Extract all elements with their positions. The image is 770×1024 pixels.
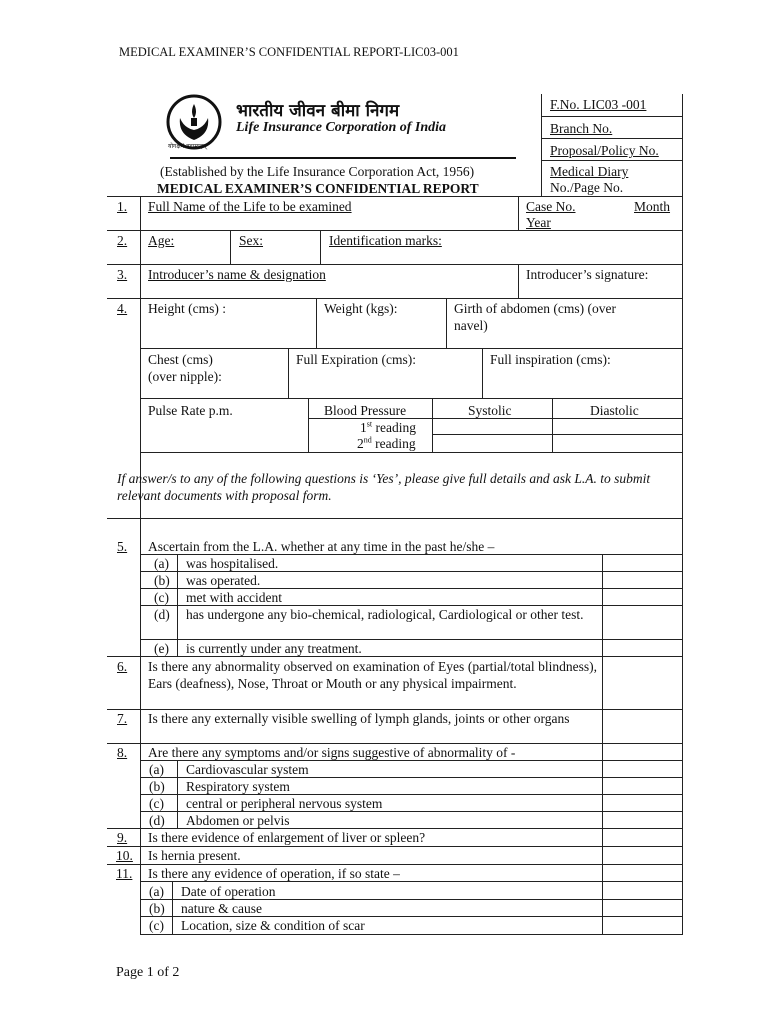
- month-label: Month: [634, 199, 671, 214]
- first-reading-label: [360, 419, 416, 436]
- branch-no-field[interactable]: Branch No.: [550, 121, 613, 136]
- weight-field[interactable]: Weight (kgs):: [324, 301, 398, 316]
- diastolic-label: Diastolic: [590, 403, 639, 418]
- file-number: F.No. LIC03 -001: [550, 97, 647, 112]
- row-4-number: 4.: [117, 301, 128, 316]
- row-4-divider: [288, 348, 289, 398]
- q7-number: 7.: [117, 711, 128, 726]
- q7-text: Is there any externally visible swelling of lymph glands, joints or other organs: [148, 711, 570, 726]
- girth-field[interactable]: Girth of abdomen (cms) (over: [454, 301, 616, 316]
- q8-item-text: Respiratory system: [186, 779, 290, 794]
- pulse-rate-field[interactable]: Pulse Rate p.m.: [148, 403, 233, 418]
- lic-logo: [166, 94, 496, 154]
- hindi-name: भारतीय जीवन बीमा निगम: [236, 101, 400, 121]
- bp-line: [432, 434, 683, 435]
- q11-letter: (a): [149, 884, 164, 899]
- document-header: MEDICAL EXAMINER’S CONFIDENTIAL REPORT-LIC03-001: [119, 45, 459, 59]
- right-box-left-border: [541, 94, 542, 196]
- q10-number: 10.: [116, 848, 133, 863]
- q8-letter: (c): [149, 796, 164, 811]
- q8-letter: (a): [149, 762, 164, 777]
- q5-letter: (c): [154, 590, 169, 605]
- second-reading-text: reading: [371, 436, 416, 451]
- chest-field[interactable]: Chest (cms): [148, 352, 213, 367]
- row-1-divider: [518, 196, 519, 230]
- q10-text: Is hernia present.: [148, 848, 241, 863]
- full-inspiration-field[interactable]: Full inspiration (cms):: [490, 352, 611, 367]
- table-top-border: [107, 196, 683, 197]
- q11-text: Is there any evidence of operation, if so state –: [148, 866, 400, 881]
- q11-letter: (c): [149, 918, 164, 933]
- girth-field-line2: navel): [454, 318, 488, 333]
- q5-item-text: is currently under any treatment.: [186, 641, 362, 656]
- form-right-border: [682, 94, 683, 934]
- proposal-policy-field[interactable]: Proposal/Policy No.: [550, 143, 659, 158]
- q8-letter: (d): [149, 813, 165, 828]
- bp-divider: [308, 398, 309, 452]
- q5-text: Ascertain from the L.A. whether at any time in the past he/she –: [148, 539, 495, 554]
- q5-letter: (b): [154, 573, 170, 588]
- q5-item-text: met with accident: [186, 590, 282, 605]
- row-3-divider: [518, 264, 519, 298]
- row-1-number: 1.: [117, 199, 128, 214]
- blood-pressure-label: Blood Pressure: [324, 403, 407, 418]
- right-box-line: [541, 160, 683, 161]
- q8-text: Are there any symptoms and/or signs suggestive of abnormality of -: [148, 745, 516, 760]
- q5-letter: (d): [154, 607, 170, 622]
- q11-letter: (b): [149, 901, 165, 916]
- introducer-name-field[interactable]: Introducer’s name & designation: [148, 267, 326, 282]
- q5-item-text: was operated.: [186, 573, 261, 588]
- row-line: [140, 452, 683, 453]
- row-2-number: 2.: [117, 233, 128, 248]
- second-reading-num: 2: [357, 436, 364, 451]
- q11-item-text: Date of operation: [181, 884, 276, 899]
- row-4-divider: [316, 298, 317, 348]
- year-label: Year: [526, 215, 551, 230]
- first-reading-sup: st: [366, 419, 373, 429]
- row-line: [107, 518, 683, 519]
- age-field[interactable]: Age:: [148, 233, 175, 248]
- form-left-border: [140, 196, 141, 934]
- q8-item-text: central or peripheral nervous system: [186, 796, 383, 811]
- second-reading-label: [357, 435, 416, 452]
- sex-field[interactable]: Sex:: [239, 233, 264, 248]
- table-bottom-border: [140, 934, 683, 935]
- q11-number: 11.: [116, 866, 133, 881]
- q6-text: Is there any abnormality observed on examination of Eyes (partial/total blindness), Ears (deafness), Nose, Throat or Mouth or any physical impairment.: [148, 659, 597, 691]
- q9-text: Is there evidence of enlargement of liver or spleen?: [148, 830, 426, 845]
- right-box-line: [541, 138, 683, 139]
- q5-number: 5.: [117, 539, 128, 554]
- answer-column-border: [602, 554, 603, 934]
- first-reading-num: 1: [360, 420, 367, 435]
- row-line: [107, 264, 683, 265]
- q11-item-text: Location, size & condition of scar: [181, 918, 365, 933]
- bp-divider: [552, 398, 553, 452]
- q6-number: 6.: [117, 659, 128, 674]
- q5-letter: (a): [154, 556, 169, 571]
- row-line: [140, 348, 683, 349]
- case-no-label: Case No.: [526, 199, 576, 214]
- established-line: (Established by the Life Insurance Corporation Act, 1956): [160, 164, 475, 179]
- q9-number: 9.: [117, 830, 128, 845]
- height-field[interactable]: Height (cms) :: [148, 301, 226, 316]
- full-name-field[interactable]: Full Name of the Life to be examined: [148, 199, 352, 214]
- row-line: [140, 881, 683, 882]
- row-line: [107, 656, 683, 657]
- row-2-divider: [230, 230, 231, 264]
- introducer-signature-field[interactable]: Introducer’s signature:: [526, 267, 649, 282]
- row-line: [107, 298, 683, 299]
- systolic-label: Systolic: [468, 403, 512, 418]
- q8-item-text: Abdomen or pelvis: [186, 813, 290, 828]
- identification-marks-field[interactable]: Identification marks:: [329, 233, 442, 248]
- q11-item-text: nature & cause: [181, 901, 262, 916]
- page-number: Page 1 of 2: [116, 965, 180, 980]
- row-4-divider: [446, 298, 447, 348]
- bp-divider: [432, 398, 433, 452]
- row-3-number: 3.: [117, 267, 128, 282]
- q5-letter: (e): [154, 641, 169, 656]
- q8-number: 8.: [117, 745, 128, 760]
- letter-column-border: [172, 881, 173, 934]
- emblem-seal-text: योगक्षेमं वहाम्यहम्: [168, 143, 207, 150]
- row-line: [140, 398, 683, 399]
- full-expiration-field[interactable]: Full Expiration (cms):: [296, 352, 416, 367]
- medical-diary-field[interactable]: Medical Diary: [550, 164, 629, 179]
- row-2-divider: [320, 230, 321, 264]
- q5-item-text: has undergone any bio-chemical, radiological, Cardiological or other test.: [186, 607, 584, 622]
- english-name: Life Insurance Corporation of India: [236, 120, 447, 135]
- diary-page-label: No./Page No.: [550, 180, 624, 195]
- q8-letter: (b): [149, 779, 165, 794]
- case-no-block: [526, 198, 676, 215]
- logo-divider: [170, 157, 516, 159]
- right-box-line: [541, 116, 683, 117]
- row-line: [107, 230, 683, 231]
- first-reading-text: reading: [372, 420, 416, 435]
- q8-item-text: Cardiovascular system: [186, 762, 309, 777]
- chest-field-line2: (over nipple):: [148, 369, 222, 384]
- row-4-divider: [482, 348, 483, 398]
- q5-item-text: was hospitalised.: [186, 556, 279, 571]
- form-title: MEDICAL EXAMINER’S CONFIDENTIAL REPORT: [157, 181, 479, 196]
- instruction-text: If answer/s to any of the following questions is ‘Yes’, please give full details and ask L.A. to submit relevant documents with proposal form.: [117, 471, 651, 503]
- second-reading-sup: nd: [363, 435, 372, 445]
